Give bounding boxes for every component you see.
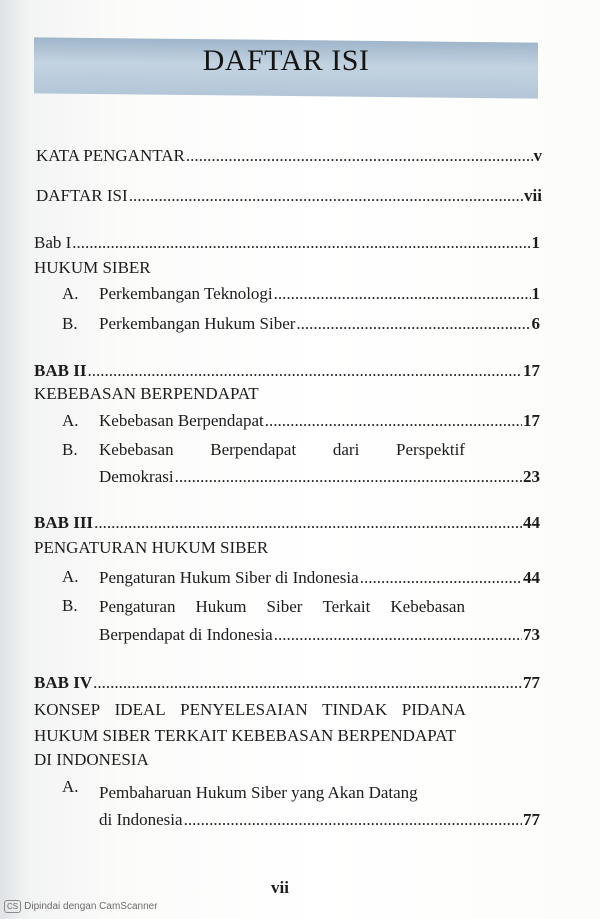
dot-leader (274, 625, 522, 645)
toc-section-bab1-a (99, 284, 540, 304)
word: Pengaturan (99, 597, 176, 616)
toc-section-bab1-b (99, 314, 540, 334)
toc-section-bab3-a (99, 568, 540, 588)
word: Terkait (322, 597, 371, 616)
dot-leader (296, 314, 530, 334)
dot-leader (184, 810, 522, 830)
watermark-text: Dipindai dengan CamScanner (24, 901, 158, 912)
page-title: DAFTAR ISI (202, 44, 370, 77)
word: TINDAK (322, 700, 388, 719)
word: Kebebasan (99, 440, 174, 459)
chapter-heading-bab-4-line2: HUKUM SIBER TERKAIT KEBEBASAN BERPENDAPAT (34, 726, 456, 745)
toc-entry-label: Perkembangan Hukum Siber (99, 314, 296, 333)
toc-entry-page: 17 (523, 411, 540, 430)
page-number: vii (271, 878, 289, 897)
toc-section-bab3-b-line1 (99, 597, 465, 617)
toc-entry-page: 17 (523, 361, 540, 380)
word: KONSEP (34, 700, 101, 719)
toc-entry-label: di Indonesia (99, 810, 183, 829)
section-marker: A. (62, 777, 79, 796)
dot-leader (175, 467, 522, 487)
dot-leader (129, 186, 523, 206)
dot-leader (72, 233, 530, 253)
toc-entry-label: Demokrasi (99, 467, 174, 486)
toc-entry-page: v (533, 146, 542, 165)
section-marker: B. (62, 596, 78, 615)
toc-entry-label: KATA PENGANTAR (36, 146, 185, 165)
toc-entry-page: 73 (523, 625, 540, 644)
toc-entry-page: 77 (523, 673, 540, 692)
toc-section-bab2-a (99, 411, 540, 431)
dot-leader (265, 411, 522, 431)
scanner-watermark (4, 900, 158, 913)
toc-chapter-label: BAB II (34, 361, 87, 380)
section-marker: A. (62, 284, 79, 303)
word: Kebebasan (390, 597, 465, 616)
chapter-heading-bab-4-line1 (34, 700, 466, 720)
toc-entry-daftar-isi (36, 186, 542, 206)
dot-leader (186, 146, 533, 166)
toc-entry-label: DAFTAR ISI (36, 186, 128, 205)
toc-chapter-label: Bab I (34, 233, 72, 252)
toc-entry-page: vii (524, 186, 542, 205)
toc-entry-page: 44 (523, 568, 540, 587)
dot-leader (93, 673, 522, 693)
word: Perspektif (396, 440, 465, 459)
dot-leader (87, 361, 522, 381)
section-marker: A. (62, 567, 79, 586)
dot-leader (274, 284, 531, 304)
toc-chapter-bab-4 (34, 673, 540, 693)
word: IDEAL (114, 700, 166, 719)
toc-section-bab2-b-line1 (99, 440, 465, 460)
toc-entry-kata-pengantar (36, 146, 542, 166)
chapter-heading-bab-1: HUKUM SIBER (34, 258, 151, 277)
toc-section-bab4-a-line1: Pembaharuan Hukum Siber yang Akan Datang (99, 783, 418, 802)
toc-entry-page: 77 (523, 810, 540, 829)
word: PENYELESAIAN (180, 700, 308, 719)
word: Hukum (195, 597, 247, 616)
toc-entry-page: 1 (531, 233, 540, 252)
chapter-heading-bab-3: PENGATURAN HUKUM SIBER (34, 538, 269, 557)
section-marker: A. (62, 411, 79, 430)
section-marker: B. (62, 440, 78, 459)
toc-entry-page: 23 (523, 467, 540, 486)
toc-entry-label: Perkembangan Teknologi (99, 284, 273, 303)
toc-section-bab2-b-line2 (99, 467, 540, 487)
toc-section-bab4-a-line2 (99, 810, 540, 830)
toc-chapter-bab-2 (34, 361, 540, 381)
toc-chapter-label: BAB III (34, 513, 94, 532)
word: dari (332, 440, 360, 459)
word: PIDANA (401, 700, 466, 719)
word: Berpendapat (210, 440, 297, 459)
chapter-heading-bab-2: KEBEBASAN BERPENDAPAT (34, 384, 259, 403)
chapter-heading-bab-4-line3: DI INDONESIA (34, 750, 149, 769)
dot-leader (360, 568, 522, 588)
toc-chapter-bab-1 (34, 233, 540, 253)
toc-entry-label: Kebebasan Berpendapat (99, 411, 264, 430)
section-marker: B. (62, 314, 78, 333)
toc-section-bab3-b-line2 (99, 625, 540, 645)
word: Siber (266, 597, 303, 616)
toc-entry-label: Pengaturan Hukum Siber di Indonesia (99, 568, 359, 587)
toc-entry-label: Berpendapat di Indonesia (99, 625, 273, 644)
toc-entry-page: 44 (523, 513, 540, 532)
dot-leader (94, 513, 522, 533)
toc-chapter-label: BAB IV (34, 673, 93, 692)
toc-chapter-bab-3 (34, 513, 540, 533)
toc-entry-page: 6 (531, 314, 540, 333)
toc-entry-page: 1 (531, 284, 540, 303)
camscanner-logo-icon: CS (4, 900, 21, 913)
